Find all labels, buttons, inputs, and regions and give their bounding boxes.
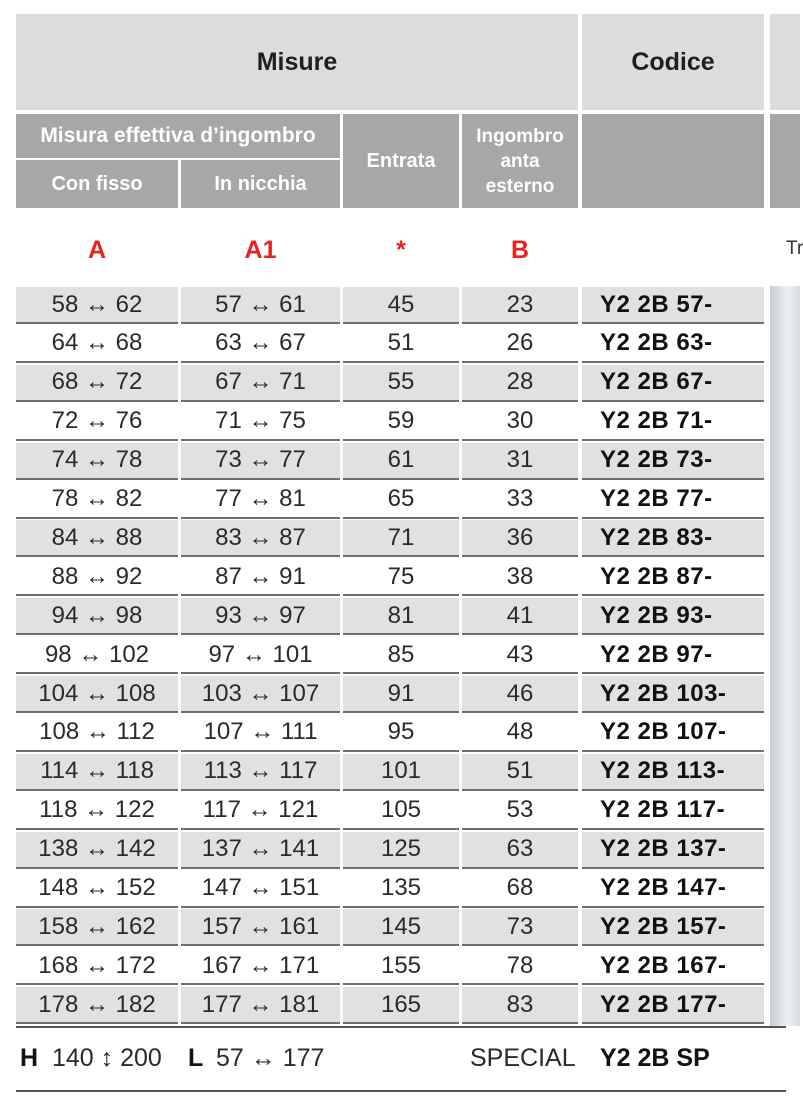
ingombro-anta-header	[462, 114, 578, 208]
cell-ingombro: 73	[462, 909, 578, 946]
cell-con-fisso: 158 ↔ 162	[16, 909, 178, 946]
cell-entrata: 105	[343, 793, 459, 830]
cell-con-fisso: 108 ↔ 112	[16, 715, 178, 752]
cell-in-nicchia: 93 ↔ 97	[181, 598, 340, 635]
special-label: SPECIAL	[470, 1044, 576, 1072]
table-row	[16, 637, 764, 674]
cell-con-fisso: 98 ↔ 102	[16, 637, 178, 674]
cell-con-fisso: 168 ↔ 172	[16, 948, 178, 985]
in-nicchia-label: In nicchia	[214, 172, 307, 195]
entrata-header	[343, 114, 459, 208]
cell-in-nicchia: 117 ↔ 121	[181, 793, 340, 830]
cell-codice: Y2 2B 57-	[582, 287, 764, 324]
cell-codice: Y2 2B 177-	[582, 987, 764, 1024]
cell-ingombro: 53	[462, 793, 578, 830]
cell-entrata: 91	[343, 676, 459, 713]
cell-entrata: 125	[343, 832, 459, 869]
cell-ingombro: 26	[462, 326, 578, 363]
cell-ingombro: 63	[462, 832, 578, 869]
cell-in-nicchia: 103 ↔ 107	[181, 676, 340, 713]
entrata-label: Entrata	[366, 149, 436, 172]
cell-in-nicchia: 73 ↔ 77	[181, 443, 340, 480]
cell-codice: Y2 2B 167-	[582, 948, 764, 985]
table-row	[16, 715, 764, 752]
cell-in-nicchia: 147 ↔ 151	[181, 871, 340, 908]
special-h-range: 140 ↕ 200	[52, 1044, 162, 1072]
cell-entrata: 145	[343, 909, 459, 946]
cell-entrata: 51	[343, 326, 459, 363]
cell-codice: Y2 2B 103-	[582, 676, 764, 713]
right-edge-image	[770, 286, 800, 1026]
misura-effettiva-header	[16, 114, 340, 158]
table-row	[16, 871, 764, 908]
cell-ingombro: 23	[462, 287, 578, 324]
cell-codice: Y2 2B 73-	[582, 443, 764, 480]
cell-in-nicchia: 67 ↔ 71	[181, 365, 340, 402]
cell-con-fisso: 78 ↔ 82	[16, 482, 178, 519]
cell-ingombro: 28	[462, 365, 578, 402]
cell-con-fisso: 84 ↔ 88	[16, 520, 178, 557]
cell-con-fisso: 68 ↔ 72	[16, 365, 178, 402]
cell-in-nicchia: 177 ↔ 181	[181, 987, 340, 1024]
cell-codice: Y2 2B 137-	[582, 832, 764, 869]
cell-ingombro: 83	[462, 987, 578, 1024]
cell-ingombro: 38	[462, 559, 578, 596]
cell-con-fisso: 148 ↔ 152	[16, 871, 178, 908]
table-row	[16, 948, 764, 985]
special-bottom-rule	[16, 1090, 786, 1092]
cell-ingombro: 30	[462, 404, 578, 441]
special-row	[16, 1034, 786, 1086]
cell-con-fisso: 114 ↔ 118	[16, 754, 178, 791]
cell-in-nicchia: 71 ↔ 75	[181, 404, 340, 441]
cell-codice: Y2 2B 97-	[582, 637, 764, 674]
cell-codice: Y2 2B 147-	[582, 871, 764, 908]
cell-in-nicchia: 63 ↔ 67	[181, 326, 340, 363]
special-top-rule	[16, 1026, 786, 1028]
in-nicchia-header	[181, 160, 340, 208]
special-code: Y2 2B SP	[600, 1044, 710, 1072]
cell-ingombro: 68	[462, 871, 578, 908]
cell-entrata: 61	[343, 443, 459, 480]
table-row	[16, 909, 764, 946]
cell-con-fisso: 118 ↔ 122	[16, 793, 178, 830]
table-row	[16, 793, 764, 830]
cell-ingombro: 78	[462, 948, 578, 985]
cell-in-nicchia: 77 ↔ 81	[181, 482, 340, 519]
table-row	[16, 832, 764, 869]
cell-con-fisso: 64 ↔ 68	[16, 326, 178, 363]
table-row	[16, 404, 764, 441]
cell-in-nicchia: 167 ↔ 171	[181, 948, 340, 985]
cell-codice: Y2 2B 71-	[582, 404, 764, 441]
cell-codice: Y2 2B 93-	[582, 598, 764, 635]
cell-ingombro: 51	[462, 754, 578, 791]
cell-ingombro: 36	[462, 520, 578, 557]
cell-entrata: 55	[343, 365, 459, 402]
misure-title: Misure	[256, 47, 338, 76]
ingombro-anta-label: Ingombro anta esterno	[476, 125, 564, 197]
cell-codice: Y2 2B 63-	[582, 326, 764, 363]
cell-con-fisso: 88 ↔ 92	[16, 559, 178, 596]
table-row	[16, 365, 764, 402]
cell-ingombro: 41	[462, 598, 578, 635]
cell-ingombro: 33	[462, 482, 578, 519]
cell-entrata: 75	[343, 559, 459, 596]
cell-entrata: 155	[343, 948, 459, 985]
col-label-a1-text: A1	[244, 235, 277, 264]
side-text: Tr	[786, 238, 803, 259]
cell-con-fisso: 94 ↔ 98	[16, 598, 178, 635]
table-row	[16, 287, 764, 324]
cell-codice: Y2 2B 113-	[582, 754, 764, 791]
special-l-range: 57 ↔ 177	[216, 1044, 325, 1072]
codice-subheader	[582, 114, 764, 208]
right-edge-header	[770, 14, 800, 110]
cell-codice: Y2 2B 157-	[582, 909, 764, 946]
table-row	[16, 559, 764, 596]
cell-codice: Y2 2B 67-	[582, 365, 764, 402]
cell-entrata: 71	[343, 520, 459, 557]
table-row	[16, 598, 764, 635]
table-row	[16, 754, 764, 791]
cell-ingombro: 48	[462, 715, 578, 752]
col-label-a	[16, 232, 178, 268]
cell-entrata: 135	[343, 871, 459, 908]
cell-entrata: 81	[343, 598, 459, 635]
table-row	[16, 326, 764, 363]
misure-header	[16, 14, 578, 110]
cell-con-fisso: 104 ↔ 108	[16, 676, 178, 713]
cell-in-nicchia: 83 ↔ 87	[181, 520, 340, 557]
cell-in-nicchia: 157 ↔ 161	[181, 909, 340, 946]
cell-in-nicchia: 137 ↔ 141	[181, 832, 340, 869]
col-label-star	[343, 232, 459, 268]
table-row	[16, 520, 764, 557]
cell-con-fisso: 178 ↔ 182	[16, 987, 178, 1024]
cell-in-nicchia: 113 ↔ 117	[181, 754, 340, 791]
special-l-label: L	[188, 1044, 204, 1072]
cell-in-nicchia: 87 ↔ 91	[181, 559, 340, 596]
cell-in-nicchia: 97 ↔ 101	[181, 637, 340, 674]
cell-entrata: 165	[343, 987, 459, 1024]
cell-con-fisso: 72 ↔ 76	[16, 404, 178, 441]
col-label-b	[462, 232, 578, 268]
cell-codice: Y2 2B 107-	[582, 715, 764, 752]
table-row	[16, 676, 764, 713]
cell-entrata: 45	[343, 287, 459, 324]
con-fisso-header	[16, 160, 178, 208]
col-label-a1	[181, 232, 340, 268]
cell-ingombro: 31	[462, 443, 578, 480]
codice-title: Codice	[631, 47, 715, 76]
cell-codice: Y2 2B 87-	[582, 559, 764, 596]
cell-entrata: 101	[343, 754, 459, 791]
cell-entrata: 59	[343, 404, 459, 441]
table-row	[16, 443, 764, 480]
table-row	[16, 482, 764, 519]
special-h-label: H	[20, 1044, 39, 1072]
cell-entrata: 85	[343, 637, 459, 674]
cell-con-fisso: 58 ↔ 62	[16, 287, 178, 324]
cell-codice: Y2 2B 117-	[582, 793, 764, 830]
codice-header	[582, 14, 764, 110]
cell-ingombro: 43	[462, 637, 578, 674]
col-label-star-text: *	[396, 235, 406, 264]
cell-in-nicchia: 107 ↔ 111	[181, 715, 340, 752]
cell-in-nicchia: 57 ↔ 61	[181, 287, 340, 324]
cell-con-fisso: 138 ↔ 142	[16, 832, 178, 869]
cell-codice: Y2 2B 77-	[582, 482, 764, 519]
cell-ingombro: 46	[462, 676, 578, 713]
col-label-b-text: B	[510, 235, 530, 264]
misura-effettiva-label: Misura effettiva d’ingombro	[40, 124, 316, 147]
cell-entrata: 95	[343, 715, 459, 752]
cell-con-fisso: 74 ↔ 78	[16, 443, 178, 480]
cell-codice: Y2 2B 83-	[582, 520, 764, 557]
con-fisso-label: Con fisso	[51, 172, 143, 195]
col-label-a-text: A	[87, 235, 107, 264]
table-row	[16, 987, 764, 1024]
cell-entrata: 65	[343, 482, 459, 519]
right-edge-subheader	[770, 114, 800, 208]
